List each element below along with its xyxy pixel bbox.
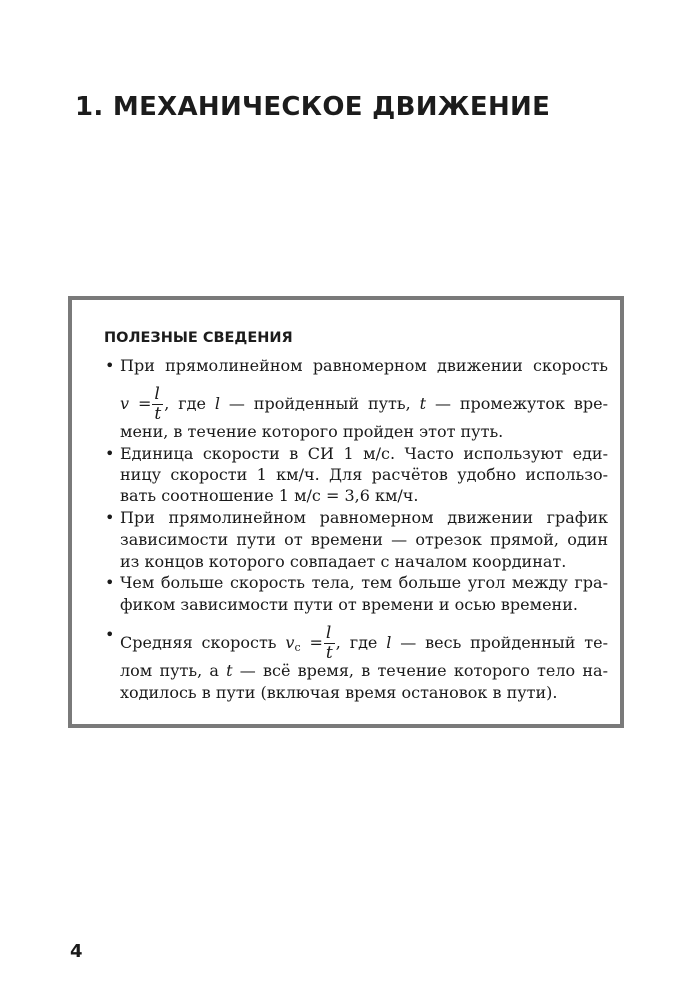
item2-text3: вать соотношение 1 м/с = 3,6 км/ч.: [120, 486, 419, 505]
fraction-denominator: t: [154, 404, 162, 424]
bullet-icon: •: [105, 625, 115, 644]
item4-text2: фиком зависимости пути от времени и осью времени.: [120, 595, 578, 614]
velocity-symbol: v: [120, 394, 130, 413]
item1-text2a: , где: [164, 394, 215, 413]
item2-text2: ницу скорости 1 км/ч. Для расчётов удобно использо-: [120, 465, 608, 484]
item3-line1: [105, 508, 608, 528]
item4-text1: Чем больше скорость тела, тем больше угол между гра-: [120, 573, 608, 592]
velocity-subscript: с: [294, 641, 301, 654]
bullet-icon: •: [105, 508, 115, 527]
equals-sign: =: [129, 394, 152, 413]
item2-line2: [120, 465, 608, 485]
item3-text3: из концов которого совпадает с началом координат.: [120, 552, 567, 571]
item2-text1: Единица скорости в СИ 1 м/с. Часто используют еди-: [120, 444, 608, 463]
path-symbol: l: [386, 633, 392, 652]
useful-info-box: [68, 296, 624, 728]
item5-text1c: — весь пройденный те-: [391, 633, 608, 652]
item5-line1: [105, 623, 608, 663]
box-heading: ПОЛЕЗНЫЕ СВЕДЕНИЯ: [104, 330, 293, 346]
time-symbol: t: [419, 394, 427, 413]
time-symbol: t: [226, 661, 233, 680]
item3-line3: [120, 552, 608, 572]
item3-line2: [120, 530, 608, 550]
average-velocity-fraction: [324, 625, 335, 662]
item1-line3: [120, 422, 608, 442]
item1-text1: При прямолинейном равномерном движении скорость: [120, 356, 608, 375]
fraction-denominator: t: [325, 643, 333, 663]
item5-text3: ходилось в пути (включая время остановок в пути).: [120, 683, 558, 702]
item1-text2b: — пройденный путь,: [219, 394, 420, 413]
item3-text2: зависимости пути от времени — отрезок прямой, один: [120, 530, 608, 549]
bullet-icon: •: [105, 444, 115, 463]
item1-text2c: — промежуток вре-: [426, 394, 608, 413]
item4-line1: [105, 573, 608, 593]
item2-line1: [105, 444, 608, 464]
velocity-fraction: [152, 386, 163, 423]
item5-text2a: лом путь, а: [120, 661, 227, 680]
chapter-title: 1. МЕХАНИЧЕСКОЕ ДВИЖЕНИЕ: [75, 92, 551, 122]
path-symbol: l: [214, 394, 220, 413]
bullet-icon: •: [105, 573, 115, 592]
fraction-numerator: l: [324, 625, 335, 644]
item4-line2: [120, 595, 608, 615]
item1-line1: [105, 356, 608, 376]
item1-text3: мени, в течение которого пройден этот путь.: [120, 422, 504, 441]
bullet-icon: •: [105, 356, 115, 375]
fraction-numerator: l: [152, 386, 163, 405]
item5-text2b: — всё время, в течение которого тело на-: [232, 661, 609, 680]
equals-sign: =: [300, 633, 323, 652]
item2-line3: [120, 486, 608, 506]
item3-text1: При прямолинейном равномерном движении график: [120, 508, 608, 527]
item5-line2: [120, 661, 608, 681]
item5-text1b: , где: [335, 633, 387, 652]
velocity-symbol: v: [285, 633, 295, 652]
item5-text1a: Средняя скорость: [120, 633, 286, 652]
item5-line3: [120, 683, 608, 703]
item1-line2: [120, 386, 608, 423]
page-number: 4: [70, 941, 83, 962]
